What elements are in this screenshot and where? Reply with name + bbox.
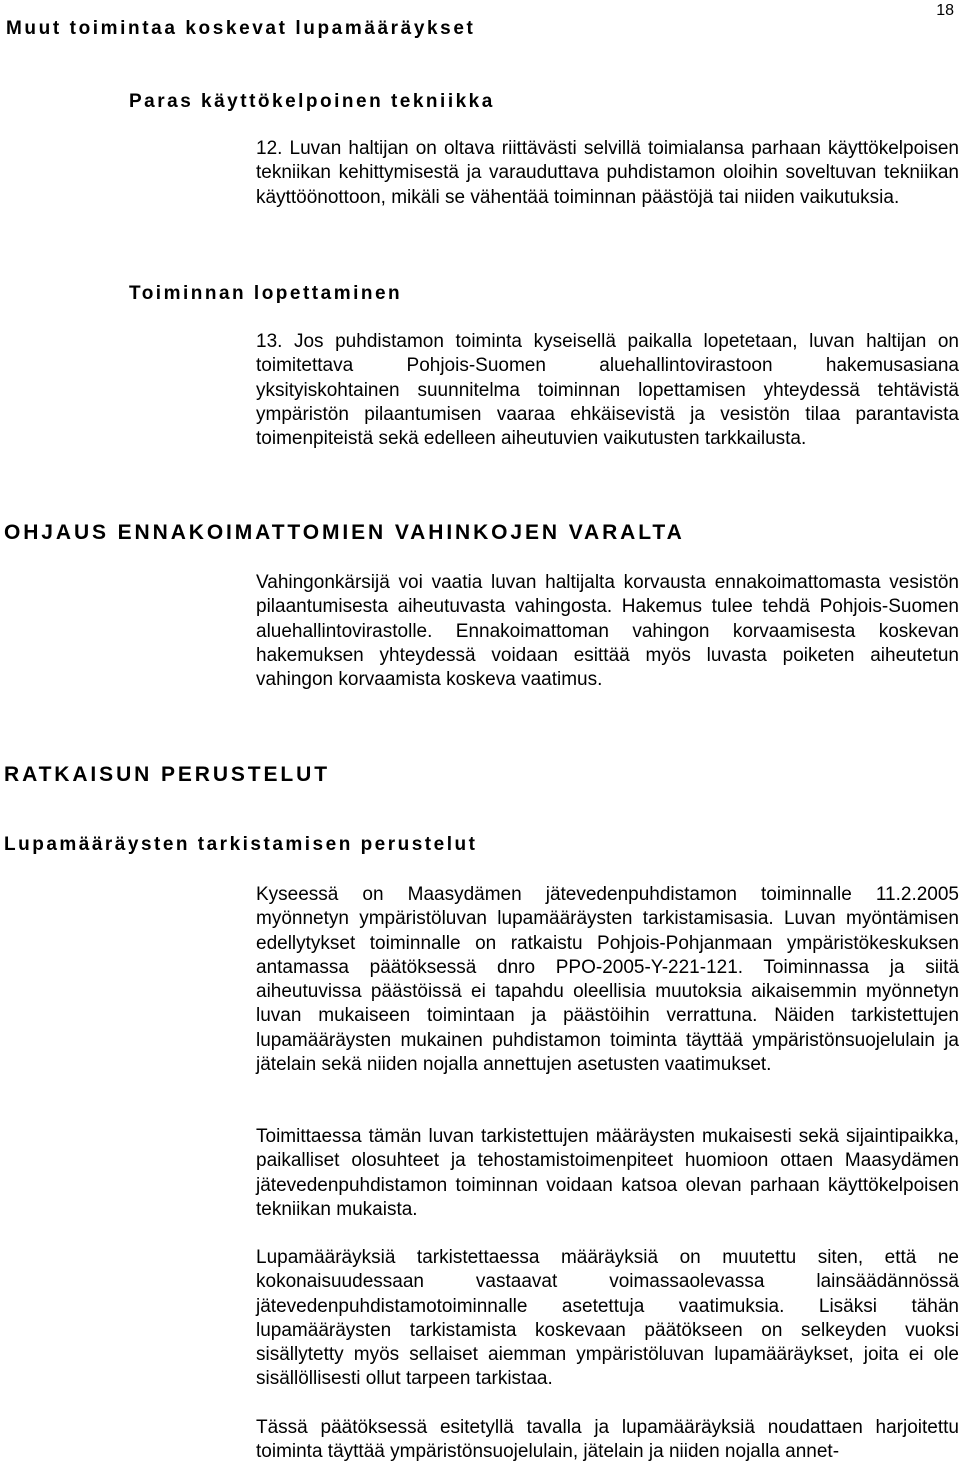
subheading-lupamaaraysten-tarkistamisen-perustelut: Lupamääräysten tarkistamisen perustelut: [4, 834, 478, 855]
paragraph-ohjaus: Vahingonkärsijä voi vaatia luvan haltijalta korvausta ennakoimattomasta vesistön pilaantumisesta aiheutuvasta vahingosta. Hakemus tulee tehdä Pohjois-Suomen aluehallintovirastolle. Ennakoimattoman vahingon korvaamisesta koskevan hakemuksen yhteydessä voidaan esittää myös luvasta poiketen aiheutetun vahingon korvaamista koskeva vaatimus.: [256, 572, 959, 691]
paragraph-perustelut-1: Kyseessä on Maasydämen jätevedenpuhdistamon toiminnalle 11.2.2005 myönnetyn ympäristöluvan lupamääräysten tarkistamisasia. Luvan myöntämisen edellytykset toiminnalle on ratkaistu Pohjois-Pohjanmaan ympäristökeskuksen antamassa päätöksessä dnro PPO-2005-Y-221-121. Toiminnassa ja siitä aiheutuvissa päästöissä ei tapahdu oleellisia muutoksia aikaisemmin myönnetyn luvan mukaiseen toimintaan ja päästöihin verrattuna. Näiden tarkistettujen lupamääräysten mukainen puhdistamon toiminta täyttää ympäristönsuojelulain ja jätelain sekä niiden nojalla annettujen asetusten vaatimukset.: [256, 884, 959, 1076]
paragraph-13: 13. Jos puhdistamon toiminta kyseisellä paikalla lopetetaan, luvan haltijan on toimitettava Pohjois-Suomen aluehallintovirastoon hakemusasiana yksityiskohtainen suunnitelma toiminnan lopettamisen yhteydessä tehtävistä ympäristön pilaantumisen vaaraa ehkäisevistä ja vesistön tilaa parantavista toimenpiteistä sekä edelleen aiheutuvien vaikutusten tarkkailusta.: [256, 331, 959, 450]
heading-ratkaisun-perustelut: RATKAISUN PERUSTELUT: [4, 763, 330, 786]
page-header: [6, 2, 954, 44]
paragraph-perustelut-3: Lupamääräyksiä tarkistettaessa määräyksiä on muutettu siten, että ne kokonaisuudessaan vastaavat voimassaolevassa lainsäädännössä jätevedenpuhdistamotoiminnalle asetettuja vaatimuksia. Lisäksi tähän lupamääräysten tarkistamista koskevaan päätökseen on selkeyden vuoksi sisällytetty myös sellaiset aiemman ympäristöluvan lupamääräykset, joita ei ole sisällöllisesti ollut tarpeen tarkistaa.: [256, 1247, 959, 1390]
heading-toiminnan-lopettaminen: Toiminnan lopettaminen: [129, 283, 403, 304]
heading-ohjaus-ennakoimattomien-vahinkojen-varalta: OHJAUS ENNAKOIMATTOMIEN VAHINKOJEN VARALTA: [4, 521, 685, 544]
paragraph-12: 12. Luvan haltijan on oltava riittävästi selvillä toimialansa parhaan käyttökelpoisen tekniikan kehittymisestä ja varauduttava puhdistamon oloihin soveltuvan tekniikan käyttöönottoon, mikäli se vähentää toiminnan päästöjä tai niiden vaikutuksia.: [256, 138, 959, 208]
paragraph-perustelut-4: Tässä päätöksessä esitetyllä tavalla ja lupamääräyksiä noudattaen harjoitettu toiminta täyttää ympäristönsuojelulain, jätelain ja niiden nojalla annet-: [256, 1417, 959, 1463]
paragraph-perustelut-2: Toimittaessa tämän luvan tarkistettujen määräysten mukaisesti sekä sijaintipaikka, paikalliset olosuhteet ja tehostamistoimenpiteet huomioon ottaen Maasydämen jätevedenpuhdistamon toiminnan voidaan katsoa olevan parhaan käyttökelpoisen tekniikan mukaista.: [256, 1126, 959, 1220]
heading-paras-kayttokelpoinen-tekniikka: Paras käyttökelpoinen tekniikka: [129, 91, 495, 112]
page-header-title: Muut toimintaa koskevat lupamääräykset: [6, 18, 476, 39]
page-number: 18: [936, 2, 954, 19]
